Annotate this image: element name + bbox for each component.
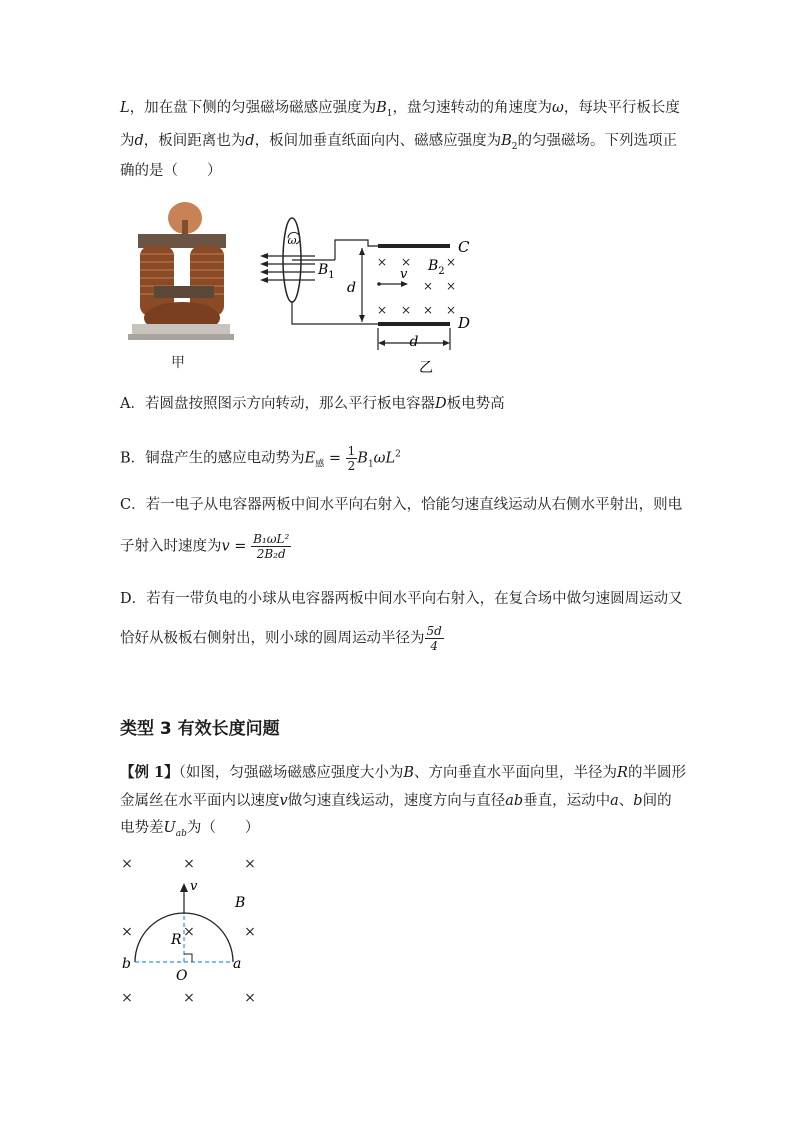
label-yi: 乙 [419,360,433,376]
label-d-horizontal: d [409,334,419,350]
cross: × [422,303,434,317]
var-E: E [304,450,316,467]
cross: × [376,303,388,317]
text: 的半圆形 [627,765,686,781]
text: 恰好从极板右侧射出，则小球的圆周运动半径为 [120,630,425,647]
arrowhead-icon [180,883,188,892]
intro-line-3 [120,161,222,181]
equals: = [324,450,346,467]
text: ，每块平行板长度 [563,100,680,116]
numerator: 5d [426,624,442,638]
var-B1: B [376,100,387,116]
var-B: B [403,765,415,781]
cross: × [445,255,457,269]
superscript: 2 [395,449,401,460]
cross: × [121,990,133,1006]
right-angle-icon [184,954,192,962]
option-d-line-2 [120,624,444,653]
intro-line-1 [120,98,680,124]
var-omega-L: ωL [373,450,396,467]
label-R: R [171,932,182,948]
text: ，板间加垂直纸面向内、磁感应强度为 [254,133,502,149]
text: A．若圆盘按照图示方向转动，那么平行板电容器 [120,396,435,412]
text: 子射入时速度为 [120,538,222,555]
label-C: C [458,238,470,256]
var-v: v [279,793,288,809]
var-R: R [617,765,628,781]
option-c-line-1 [120,495,682,515]
option-d-line-1 [120,589,683,609]
var-v: v [221,538,230,555]
label-v: v [400,267,408,282]
cross: × [183,856,195,872]
label-a: a [233,956,242,972]
var-ab: ab [505,793,524,809]
figure-disk-generator [120,200,520,380]
intro-line-2 [120,131,677,157]
label-B2: $B_2$ [428,258,445,277]
text: 垂直，运动中 [523,793,611,809]
cross: × [445,279,457,293]
field-crosses [377,255,456,317]
label-omega: ω [287,234,297,247]
text: B．铜盘产生的感应电动势为 [120,450,305,467]
text: 电势差 [120,820,164,836]
option-b [120,444,401,474]
text: 为（ ） [186,820,260,836]
var-d: d [245,133,255,149]
cross: × [183,990,195,1006]
text: 确的是（ ） [120,163,222,179]
var-omega: ω [552,100,564,116]
equals: = [229,538,252,555]
subscript: 2 [511,141,518,152]
text: 金属丝在水平面内以速度 [120,793,280,809]
label-B: B [235,895,246,911]
label-d-vertical: d [347,280,356,296]
label-jia: 甲 [171,355,185,371]
text: D．若有一带负电的小球从电容器两板中间水平向右射入，在复合场中做匀速圆周运动又 [120,591,683,607]
var-a: a [610,793,619,809]
var-B: B [357,450,368,467]
text: （如图，匀强磁场磁感应强度大小为 [178,765,404,781]
var-D: D [434,396,447,412]
label-b: b [122,956,131,972]
cross: × [400,255,412,269]
example-line-1 [120,763,686,783]
var-U: U [163,820,176,836]
figure-semicircle [110,850,270,1010]
subscript: ab [175,828,187,839]
text: ，加在盘下侧的匀强磁场磁感应强度为 [129,100,377,116]
text: 、 [618,793,634,809]
label-v: v [190,879,198,894]
cross: × [121,856,133,872]
subscript: 1 [386,108,393,119]
denominator: 4 [430,639,438,653]
var-d: d [134,133,144,149]
cross: × [244,856,256,872]
text: 间的 [642,793,672,809]
example-line-3 [120,818,259,844]
label-O: O [176,968,188,984]
text: 为 [120,133,135,149]
example-tag: 【例 1】 [120,764,179,781]
var-B2: B [501,133,512,149]
label-B1: $B_1$ [318,262,335,281]
text: 的匀强磁场。下列选项正 [517,133,677,149]
denominator: 2 [347,459,356,473]
var-L: L [120,100,130,116]
cross: × [400,303,412,317]
var-b: b [633,793,643,809]
example-line-2 [120,791,672,811]
cross: × [183,924,195,940]
subscript: 1 [367,459,374,470]
cross: × [445,303,457,317]
text: ，板间距离也为 [143,133,246,149]
section-title: 类型 3 有效长度问题 [120,719,280,739]
numerator: 1 [347,444,356,458]
numerator: B₁ωL² [253,532,290,546]
cross: × [244,924,256,940]
text: ，盘匀速转动的角速度为 [392,100,553,116]
option-a [120,394,505,414]
text: 、方向垂直水平面向里，半径为 [414,765,618,781]
fraction-half [346,444,358,473]
arrowheads [260,248,450,346]
cross: × [244,990,256,1006]
field-crosses [121,856,256,1006]
denominator: 2B₂d [256,547,286,561]
text: 做匀速直线运动，速度方向与直径 [287,793,506,809]
cross: × [376,255,388,269]
fraction-radius [425,624,444,653]
text: C．若一电子从电容器两板中间水平向右射入，恰能匀速直线运动从右侧水平射出，则电 [120,497,683,513]
fraction-velocity [251,532,291,561]
label-D: D [458,314,471,332]
cross: × [422,279,434,293]
subscript: 感 [315,459,325,470]
option-c-line-2 [120,532,291,561]
cross: × [121,924,133,940]
text: 板电势高 [446,396,505,412]
apparatus-photo [120,200,240,345]
